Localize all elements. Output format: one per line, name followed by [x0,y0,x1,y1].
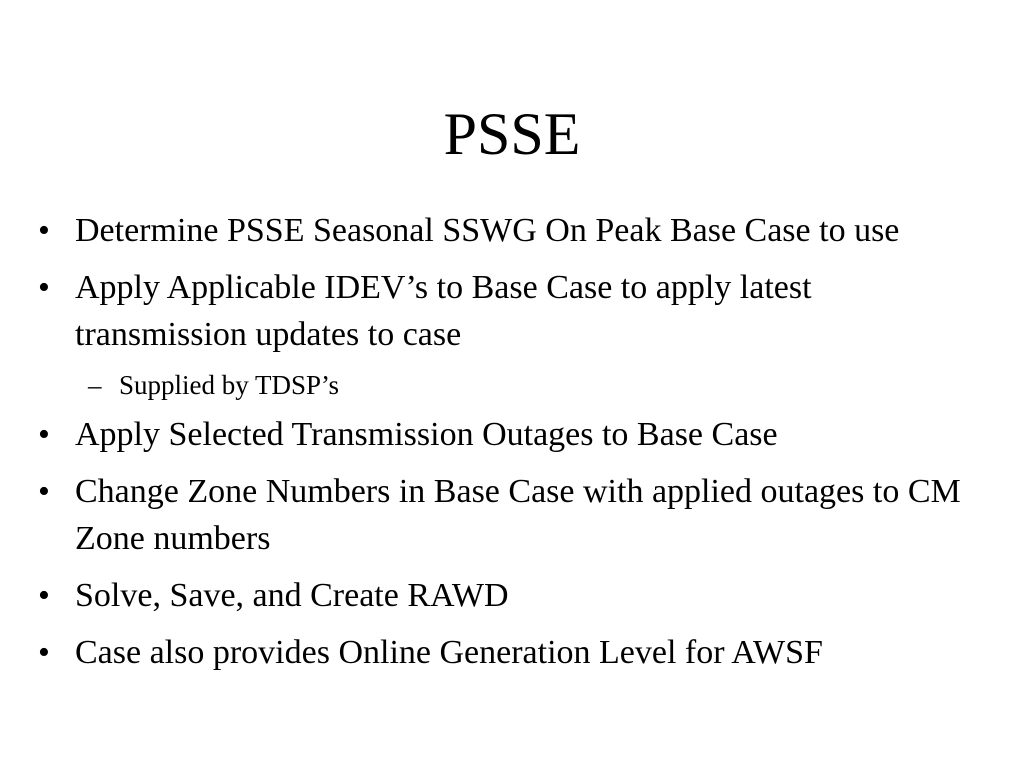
bullet-item-online-generation [0,629,1024,676]
slide-title: PSSE [443,101,581,167]
bullet-text: Apply Applicable IDEV’s to Base Case to apply latest transmission updates to case [75,269,812,353]
bullet-marker: • [38,634,50,671]
bullet-item-apply-outages [0,411,1024,458]
bullet-marker: • [38,416,50,453]
bullet-marker: • [38,577,50,614]
bullet-marker: • [38,212,50,249]
bullet-text: Determine PSSE Seasonal SSWG On Peak Base Case to use [75,212,900,249]
bullet-marker: • [38,473,50,510]
bullet-text: Case also provides Online Generation Level for AWSF [75,634,823,671]
bullet-item-determine-case [0,207,1024,254]
bullet-text: Change Zone Numbers in Base Case with applied outages to CM Zone numbers [75,473,961,557]
sub-item-supplied-by-tdsp [0,365,1024,405]
bullet-item-solve-save-create [0,572,1024,619]
bullet-marker: • [38,269,50,306]
bullet-item-apply-idevs [0,264,1024,358]
bullet-text: Apply Selected Transmission Outages to Base Case [75,416,778,453]
sub-item-text: Supplied by TDSP’s [119,370,340,400]
bullet-text: Solve, Save, and Create RAWD [75,577,509,614]
bullet-list [0,207,1024,686]
dash-marker: – [88,370,102,400]
bullet-item-change-zone-numbers [0,468,1024,562]
